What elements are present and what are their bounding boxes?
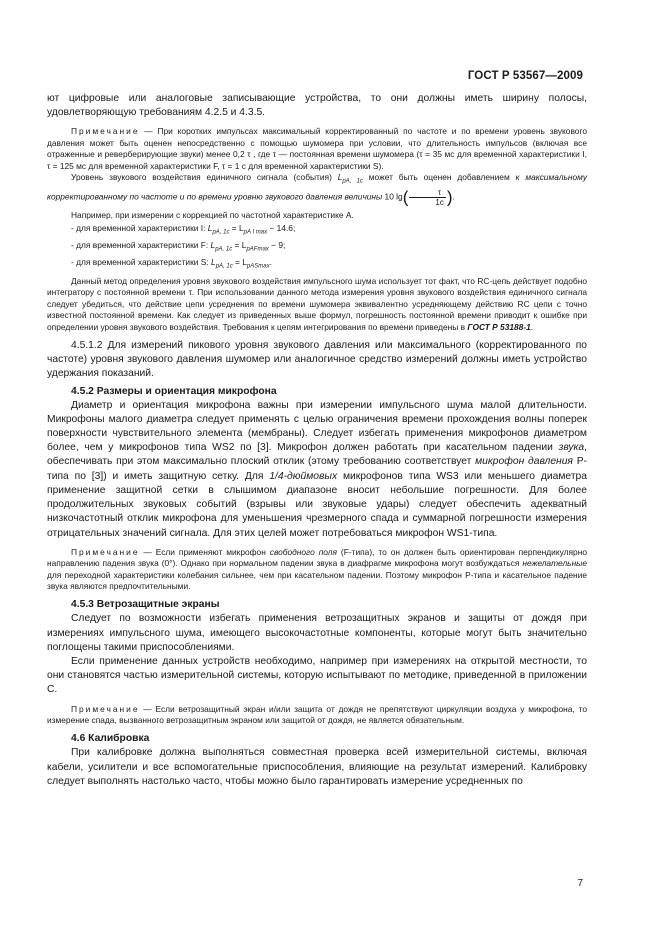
formula-line: - для временной характеристики I: $L_{pA, 1c} = L_{pA I max} - 14.6$; bbox=[71, 222, 296, 236]
fraction: $\frac{\tau}{1c}$ bbox=[409, 188, 445, 207]
page-number: 7 bbox=[577, 878, 583, 889]
clause-4-6-text: При калибровке должна выполняться совместная проверка всей измерительной системы, включая кабели, усилители и все вспомогательные приспособления, влияющие на результат измерений. Калибровку следует выполнять настолько часто, чтобы можно было гарантировать измерение усредненных по bbox=[47, 747, 587, 787]
formula-line: - для временной характеристики S: $L_{pA, 1c} = L_{pASmax}$. bbox=[71, 256, 272, 270]
standard-reference: ГОСТ Р 53188-1 bbox=[467, 321, 531, 332]
section-heading-4-6: 4.6 Калибровка bbox=[71, 733, 150, 745]
note-2-text: Примечание — Если применяют микрофон свободного поля (F-типа), то он должен быть ориентирован перпендикулярно направлению падения звука (0°). Однако при нормальном падении звука в диафрагме микрофона могут возбуждаться нежелательные для переходной характеристики колебания сильнее, чем при касательном падении. Поэтому микрофон Р-типа и касательное падение звука являются предпочтительными. bbox=[47, 546, 587, 591]
method-paragraph: Данный метод определения уровня звукового воздействия импульсного шума использует тот факт, что RC-цепь действует подобно интегратору с постоянной времени τ. При использовании данного метода измерения уровня звукового воздействия единичного сигнала следует убедиться, что действие цепи усреднения по времени шумомера эквивалентно усредняющему действию RC цепи с точно известной постоянной времени. Как следует из приведенных выше формул, погрешность постоянной времени приводит к ошибке при определении уровня звукового воздействия. Требования к цепям интегрирования по времени приведены в ГОСТ Р 53188-1. bbox=[47, 276, 587, 332]
note-block-1 bbox=[47, 126, 587, 333]
note-1-text: Примечание — При коротких импульсах максимальный корректированный по частоте и по времени уровень звукового давления может быть оценен непосредственно с помощью шумомера при условии, что длительность импульсов (включая все отраженные и реверберирующие звуки) менее 0,2 τ , где τ — постоянная времени шумомера (τ = 35 мс для временной характеристики I, τ = 125 мс для временной характеристики F, τ = 1 с для временной характеристики S). bbox=[47, 126, 587, 171]
clause-4-5-3-para-2: Если применение данных устройств необходимо, например при измерениях на открытой местности, то они становятся частью измерительной системы, которую испытывают по методике, приведенной в приложении С. bbox=[47, 655, 587, 696]
formula-line: - для временной характеристики F: $L_{pA, 1c} = L_{pAFmax} - 9$; bbox=[71, 239, 286, 253]
sel-symbol: $L_{pA, 1c}$ bbox=[337, 172, 363, 185]
page-content bbox=[47, 92, 587, 789]
section-heading-4-5-3: 4.5.3 Ветрозащитные экраны bbox=[71, 599, 220, 611]
note-3-text: Примечание — Если ветрозащитный экран и/или защита от дождя не препятствуют циркуляции воздуха у микрофона, то измерение спада, вызванного ветрозащитным экраном или защитой от дождя, не является обязательным. bbox=[47, 703, 587, 725]
document-header: ГОСТ Р 53567—2009 bbox=[467, 70, 583, 82]
section-heading-4-5-2: 4.5.2 Размеры и ориентация микрофона bbox=[71, 385, 277, 397]
sel-paragraph: Уровень звукового воздействия единичного сигнала (события) $L_{pA, 1c}$ может быть оценен добавлением к максимальному корректированному по частоте и по времени уровню звукового давления величины 10 lg( $\frac{\tau}{1c}$ ). bbox=[47, 172, 588, 208]
clause-4-5-1-2: 4.5.1.2 Для измерений пикового уровня звукового давления или максимального (корректированного по частоте) уровня звукового давления шумомер или аналогичное средство измерений должны иметь устройство удержания показаний. bbox=[47, 340, 587, 380]
paragraph-continuation: ют цифровые или аналоговые записывающие устройства, то они должны иметь ширину полосы, удовлетворяющую требованиям 4.2.5 и 4.3.5. bbox=[47, 93, 587, 119]
clause-4-5-3-para-1: Следует по возможности избегать применения ветрозащитных экранов и защиты от дождя при измерениях импульсного шума, имеющего высокочастотные компоненты, которые могут быть значительно поглощены такими приспособлениями. bbox=[47, 613, 587, 653]
example-line: Например, при измерении с коррекцией по частотной характеристике A. bbox=[71, 210, 354, 221]
clause-4-5-2-text: Диаметр и ориентация микрофона важны при измерении импульсного шума малой длительности. Микрофоны малого диаметра следует применять с целью ограничения времени прохождения волны поперек поверхности чувствительного элемента (мембраны). Следует избегать применения микрофонов диаметром более, чем у микрофонов типа WS2 по [3]. Микрофон должен работать при касательном падении звука, обеспечивать при этом максимально плоский отклик (этому требованию соответствует микрофон давления Р-типа по [3]) и иметь защитную сетку. Для 1/4-дюймовых микрофонов типа WS3 или меньшего диаметра применение защитной сетки в слышимом диапазоне вносит небольшие погрешности. Для более продолжительных звуковых событий (взрывы или звуковые удары) следует обеспечить адекватный низкочастотный отклик микрофона для уменьшения чрезмерного спада и суммарной погрешности измерения отрицательных значений сигнала. Для этих целей может потребоваться микрофон WS1-типа. bbox=[47, 399, 587, 539]
